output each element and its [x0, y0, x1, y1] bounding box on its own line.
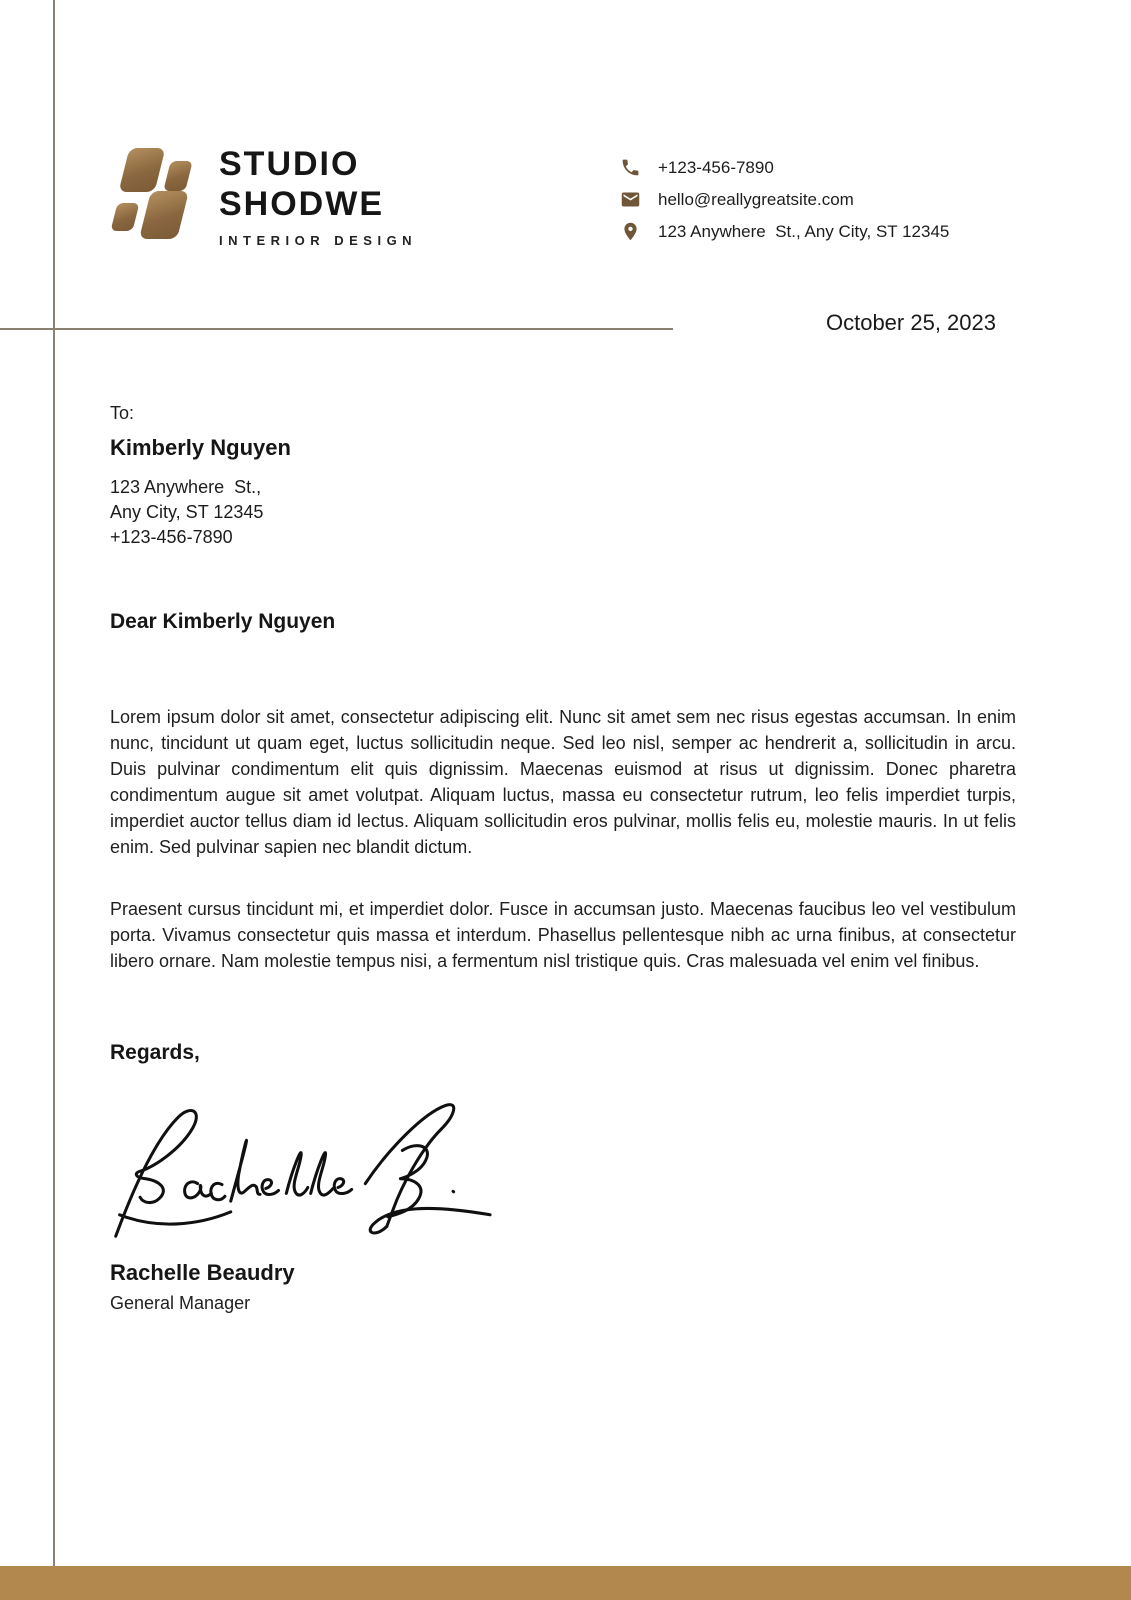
header-address-text: 123 Anywhere St., Any City, ST 12345 — [658, 221, 950, 241]
brand-name-line2: SHODWE — [219, 185, 384, 223]
recipient-block — [110, 403, 291, 550]
signature-script — [104, 1090, 494, 1246]
header-phone-text: +123-456-7890 — [658, 157, 774, 177]
logo-tile-icon — [119, 148, 166, 192]
logo-tile-icon — [139, 191, 189, 239]
envelope-icon — [620, 189, 641, 210]
contact-row-phone — [620, 157, 949, 178]
location-pin-icon — [620, 221, 641, 242]
body-paragraph-2: Praesent cursus tincidunt mi, et imperdiet dolor. Fusce in accumsan justo. Maecenas faucibus leo vel vestibulum porta. Vivamus consectetur quis massa et interdum. Phasellus pellentesque nibh ac urna finibus, at consectetur libero ornare. Nam molestie tempus nisi, a fermentum nisl tristique quis. Cras malesuada vel enim vel finibus. — [110, 899, 1016, 971]
salutation: Dear Kimberly Nguyen — [110, 610, 336, 633]
header-horizontal-rule — [0, 328, 673, 330]
phone-icon — [620, 157, 641, 178]
letter-date: October 25, 2023 — [825, 310, 996, 335]
recipient-address-line2: Any City, ST 12345 — [110, 502, 264, 522]
logo-tile-icon — [163, 161, 192, 191]
recipient-address-line1: 123 Anywhere St., — [110, 477, 262, 497]
recipient-name: Kimberly Nguyen — [110, 435, 291, 460]
footer-accent-bar — [0, 1566, 1131, 1600]
contact-row-address — [620, 221, 949, 242]
recipient-label: To: — [110, 403, 135, 423]
sender-name: Rachelle Beaudry — [110, 1260, 295, 1285]
recipient-phone: +123-456-7890 — [110, 527, 233, 547]
sender-title: General Manager — [110, 1293, 251, 1313]
brand-name-line1: STUDIO — [219, 145, 360, 183]
left-vertical-rule — [53, 0, 55, 1566]
body-paragraph-1: Lorem ipsum dolor sit amet, consectetur adipiscing elit. Nunc sit amet sem nec risus egestas accumsan. In enim nunc, tincidunt ut quam eget, luctus sollicitudin neque. Sed leo nisl, semper ac hendrerit a, sollicitudin in arcu. Duis pulvinar condimentum elit quis dignissim. Maecenas euismod at risus ut dignissim. Donec pharetra condimentum augue sit amet volutpat. Aliquam luctus, massa eu consectetur rutrum, leo felis imperdiet turpis, imperdiet auctor tellus diam id lectus. Aliquam sollicitudin eros pulvinar, mollis felis eu, molestie mauris. In ut felis enim. Sed pulvinar sapien nec blandit dictum. — [110, 707, 1016, 857]
logo-tile-icon — [111, 203, 140, 231]
brand-wordmark — [219, 144, 417, 248]
brand-tagline: INTERIOR DESIGN — [219, 233, 418, 248]
closing: Regards, — [110, 1041, 200, 1064]
contact-row-email — [620, 189, 949, 210]
sender-block — [110, 1260, 295, 1314]
header-contact-block — [620, 157, 949, 253]
header-email-text: hello@reallygreatsite.com — [658, 189, 854, 209]
studio-shodwe-logo — [112, 148, 190, 234]
